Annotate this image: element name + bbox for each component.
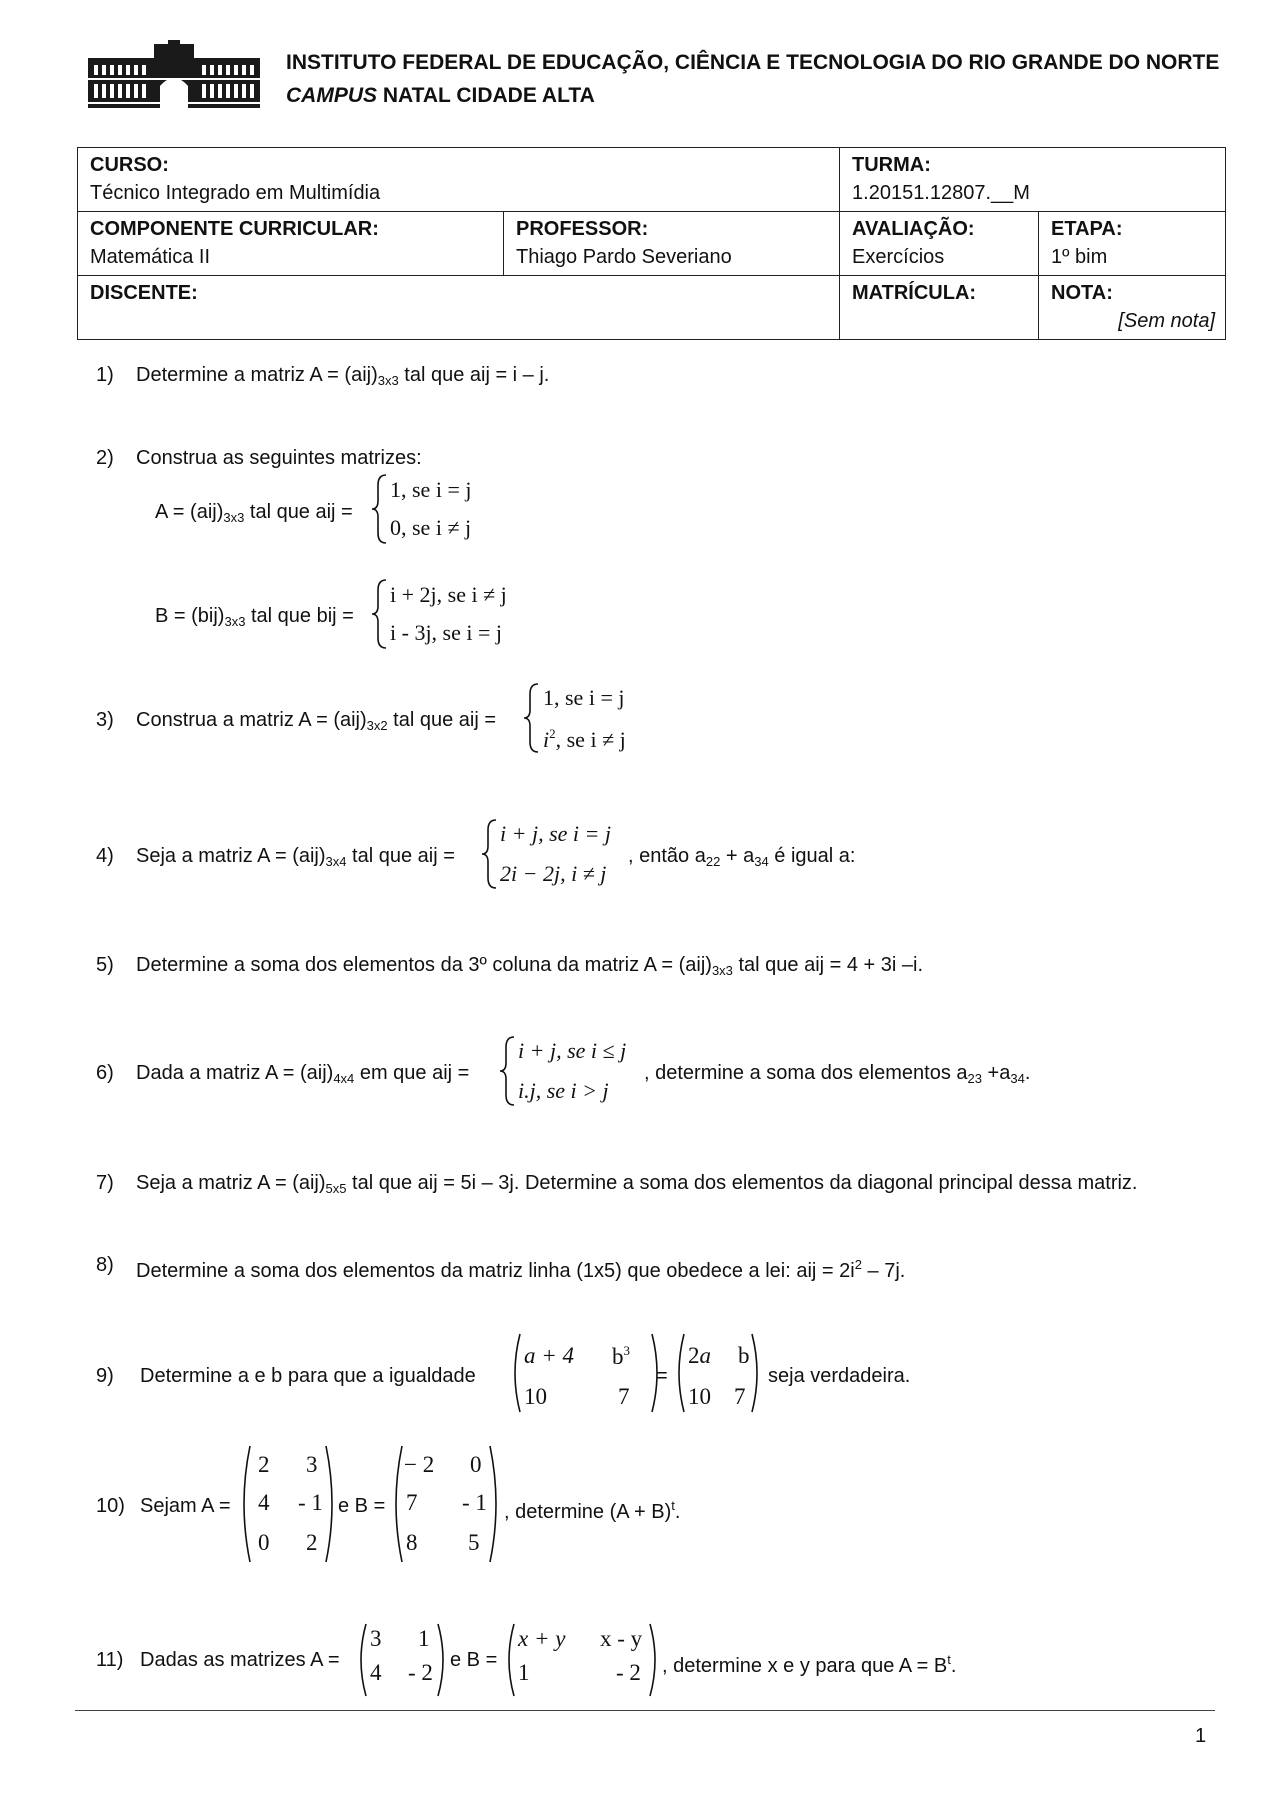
question-9: 9) Determine a e b para que a igualdade [96,1365,476,1387]
campus-name: CAMPUS NATAL CIDADE ALTA [286,84,595,107]
footer-divider [75,1710,1215,1711]
question-3: 3) Construa a matriz $A = (aij)_{3x2}$ tal que aij = [96,709,497,733]
brace-3 [522,682,542,754]
brace-6 [498,1035,518,1107]
matrix-9-right-brackets [672,1332,764,1414]
question-4-tail: , então $a_{22} + a_{34}$ é igual a: [628,845,856,869]
question-11: 11) Dadas as matrizes A = [96,1649,340,1671]
brace-4 [480,818,500,890]
equals-sign: = [656,1365,668,1387]
institution-header [286,46,1219,112]
institution-name: INSTITUTO FEDERAL DE EDUCAÇÃO, CIÊNCIA E TECNOLOGIA DO RIO GRANDE DO NORTE [286,51,1220,74]
question-11-tail: , determine x e y para que $A = B^t$. [662,1652,957,1677]
matrix-11a-brackets [354,1622,450,1698]
question-4: 4) Seja a matriz $A = (aij)_{3x4}$ tal que aij = [96,845,455,869]
matricula-cell: MATRÍCULA: [840,276,1039,340]
question-6-tail: , determine a soma dos elementos $a_{23} +a_{34}$. [644,1062,1031,1086]
question-6: 6) Dada a matriz $A = (aij)_{4x4}$ em que aij = [96,1062,470,1086]
curso-cell: CURSO: Técnico Integrado em Multimídia [78,148,840,212]
nota-cell: NOTA: [Sem nota] [1039,276,1226,340]
question-7: 7) Seja a matriz $A = (aij)_{5x5}$ tal que aij = 5i – 3j. Determine a soma dos elementos da diagonal principal dessa matriz. [96,1172,1138,1196]
institution-logo [88,40,260,108]
question-10-tail: , determine $(A + B)^t$. [504,1498,681,1523]
question-10: 10) Sejam A = [96,1495,231,1517]
brace-2a [370,473,390,545]
discente-cell: DISCENTE: [78,276,840,340]
question-2: 2) Construa as seguintes matrizes: [96,447,422,469]
brace-2b [370,578,390,650]
question-5: 5) Determine a soma dos elementos da 3º coluna da matriz $A = (aij)_{3x3}$ tal que aij = 4 + 3i –i. [96,954,924,978]
question-1: 1) Determine a matriz $A = (aij)_{3x3}$ tal que aij = i – j. [96,364,550,388]
question-2-matrix-b: $B = (bij)_{3x3}$ tal que bij = [155,605,354,629]
info-table [77,147,1226,340]
page-number: 1 [1195,1725,1207,1747]
professor-cell: PROFESSOR: Thiago Pardo Severiano [504,212,840,276]
etapa-cell: ETAPA: 1º bim [1039,212,1226,276]
turma-cell: TURMA: 1.20151.12807.__M [840,148,1226,212]
question-2-matrix-a: $A = (aij)_{3x3}$ tal que aij = [155,501,353,525]
question-10-and: e B = [338,1495,386,1517]
question-11-and: e B = [450,1649,498,1671]
componente-cell: COMPONENTE CURRICULAR: Matemática II [78,212,504,276]
question-8: 8) Determine a soma dos elementos da matriz linha (1x5) que obedece a lei: aij = $2i^2 - 7j$. [96,1254,906,1282]
question-9-tail: seja verdadeira. [768,1365,911,1387]
avaliacao-cell: AVALIAÇÃO: Exercícios [840,212,1039,276]
matrix-10a-brackets [238,1444,338,1564]
